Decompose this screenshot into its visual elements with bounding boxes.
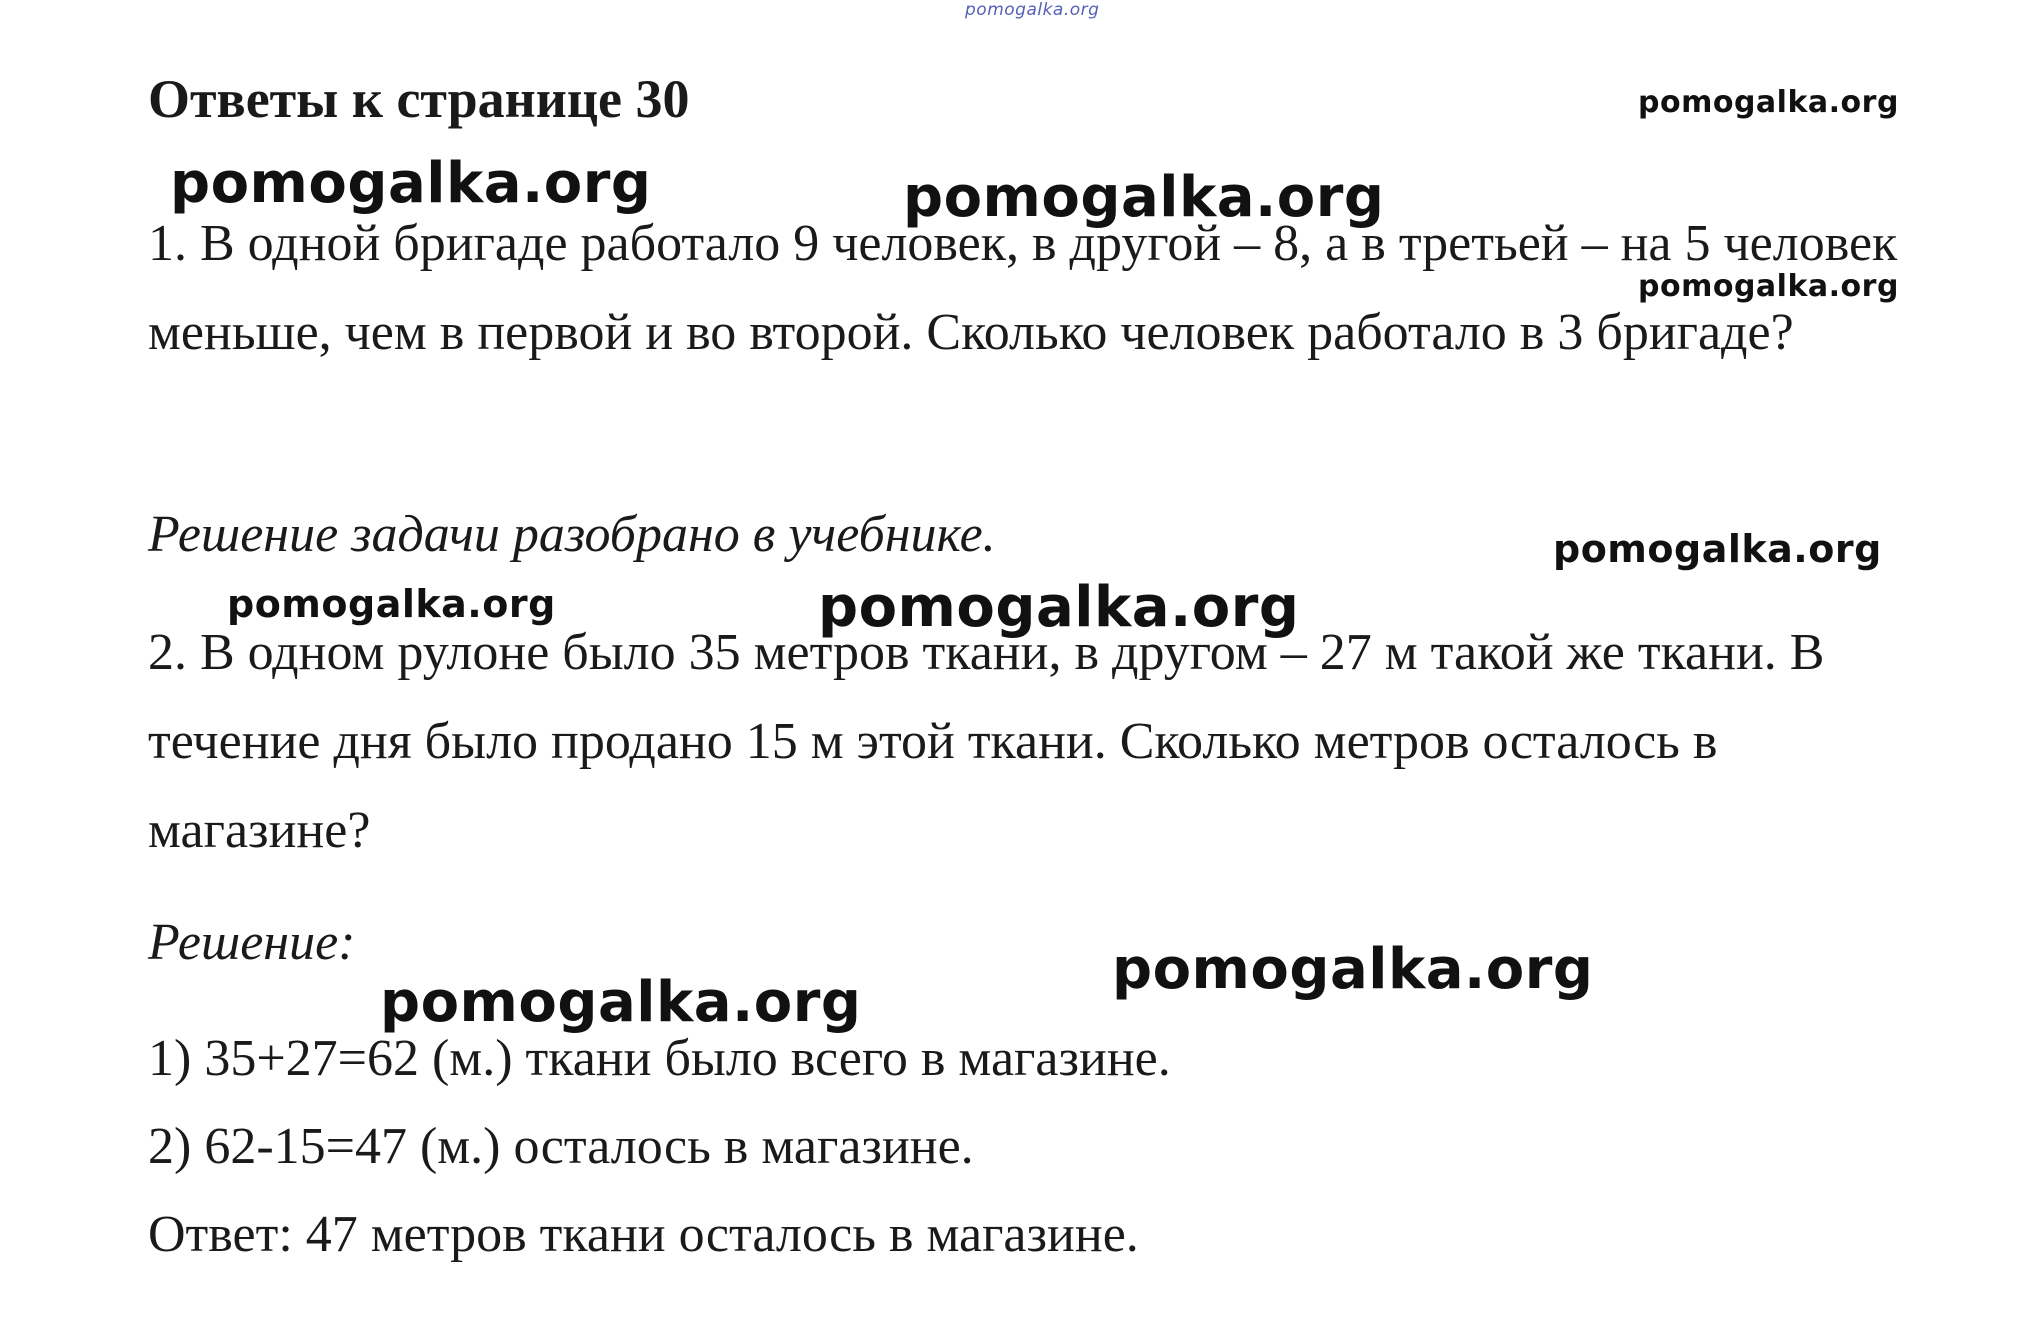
watermark: pomogalka.org — [1638, 85, 1899, 120]
watermark: pomogalka.org — [1638, 269, 1899, 304]
watermark: pomogalka.org — [1112, 937, 1594, 1002]
watermark-top: pomogalka.org — [965, 0, 1100, 20]
task-2-solution-label: Решение: — [148, 914, 356, 971]
watermark: pomogalka.org — [170, 151, 652, 216]
answer-line: Ответ: 47 метров ткани осталось в магазине. — [148, 1206, 1139, 1263]
task-1-note: Решение задачи разобрано в учебнике. — [148, 506, 996, 563]
solution-step-2: 2) 62-15=47 (м.) осталось в магазине. — [148, 1118, 974, 1175]
task-2-text: 2. В одном рулоне было 35 метров ткани, в другом – 27 м такой же ткани. В течение дня было продано 15 м этой ткани. Сколько метров осталось в магазине? — [148, 624, 1825, 859]
watermark: pomogalka.org — [1553, 527, 1882, 571]
watermark: pomogalka.org — [818, 575, 1300, 640]
solution-step-1: 1) 35+27=62 (м.) ткани было всего в магазине. — [148, 1030, 1171, 1087]
watermark: pomogalka.org — [227, 582, 556, 626]
watermark: pomogalka.org — [903, 165, 1385, 230]
page-title: Ответы к странице 30 — [148, 69, 690, 129]
watermark: pomogalka.org — [380, 970, 862, 1035]
task-1-text: 1. В одной бригаде работало 9 человек, в другой – 8, а в третьей – на 5 человек меньше, чем в первой и во второй. Сколько человек работало в 3 бригаде? — [148, 215, 1898, 361]
